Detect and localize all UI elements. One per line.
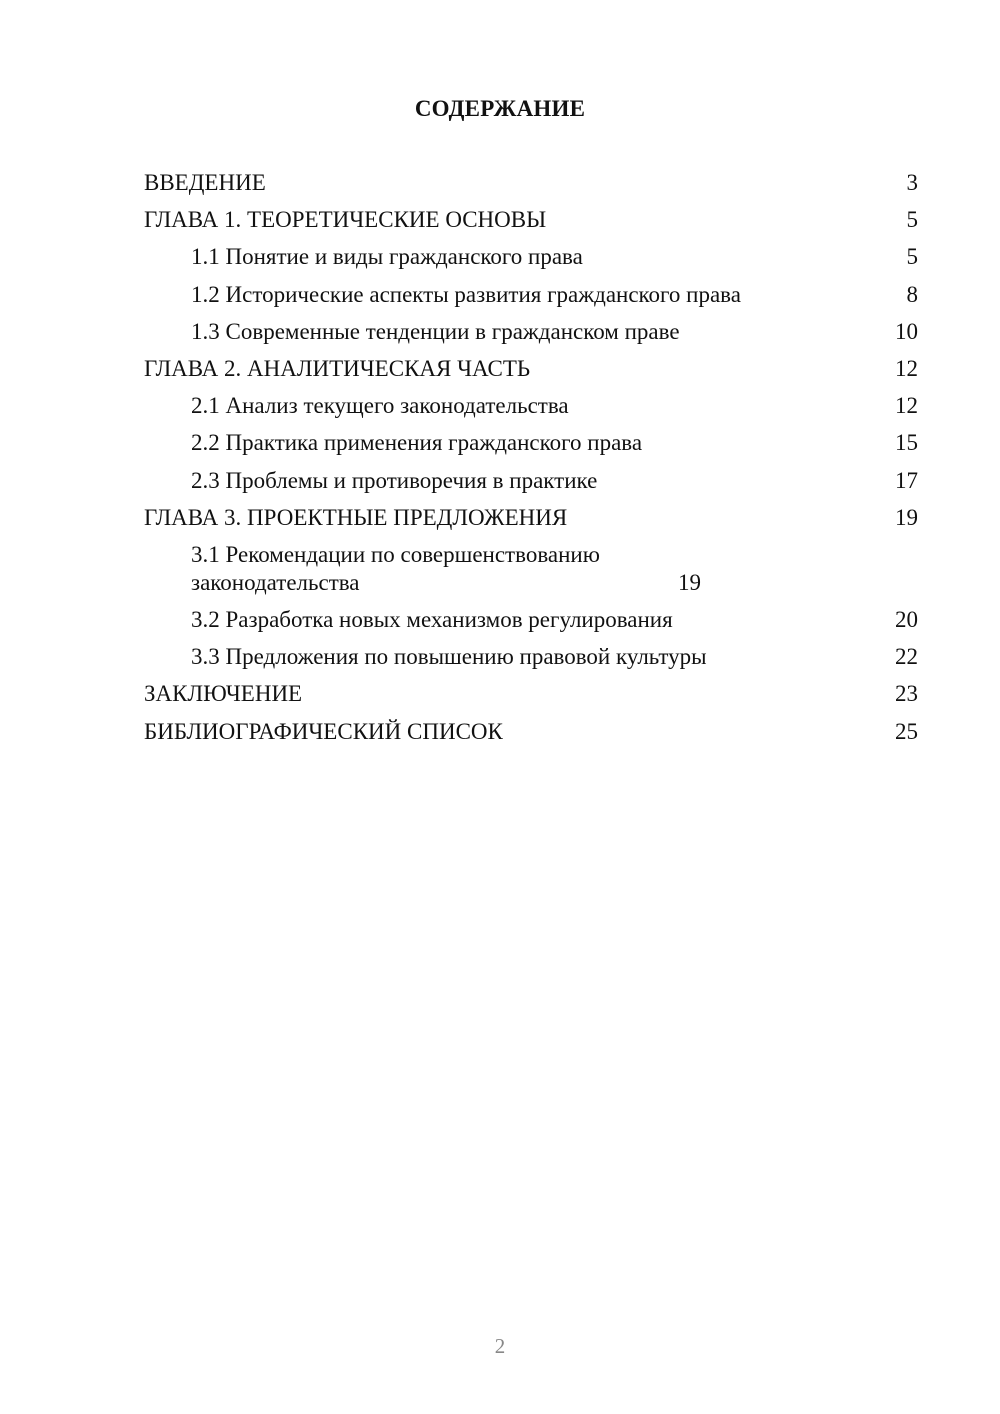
toc-entry-bibliography[interactable] xyxy=(144,718,918,746)
toc-entry-page: 20 xyxy=(895,607,918,633)
toc-entry-label: 3.1 Рекомендации по совершенствованию законодательства xyxy=(191,541,600,595)
toc-entry-label: 3.3 Предложения по повышению правовой культуры xyxy=(191,644,707,670)
toc-entry-section-2-2[interactable] xyxy=(144,429,918,457)
toc-entry-label: ГЛАВА 2. АНАЛИТИЧЕСКАЯ ЧАСТЬ xyxy=(144,355,531,381)
toc-entry-section-1-1[interactable] xyxy=(144,243,918,271)
toc-entry-label: ГЛАВА 3. ПРОЕКТНЫЕ ПРЕДЛОЖЕНИЯ xyxy=(144,504,568,530)
toc-entry-label: 2.2 Практика применения гражданского права xyxy=(191,430,643,456)
toc-entry-page: 15 xyxy=(895,430,918,456)
table-of-contents xyxy=(144,169,918,755)
page-title: СОДЕРЖАНИЕ xyxy=(414,96,586,121)
toc-entry-label: ВВЕДЕНИЕ xyxy=(144,170,266,195)
toc-entry-section-3-3[interactable] xyxy=(144,643,918,671)
toc-entry-section-2-3[interactable] xyxy=(144,467,918,495)
toc-entry-page: 8 xyxy=(906,281,918,307)
toc-entry-page: 17 xyxy=(895,467,918,493)
toc-entry-label: 1.3 Современные тенденции в гражданском праве xyxy=(191,318,680,344)
toc-entry-page: 25 xyxy=(895,718,918,744)
toc-entry-page: 5 xyxy=(906,207,918,233)
toc-entry-chapter-3[interactable] xyxy=(144,504,918,532)
toc-entry-conclusion[interactable] xyxy=(144,680,918,708)
toc-entry-section-3-2[interactable] xyxy=(144,606,918,634)
toc-entry-label: 2.3 Проблемы и противоречия в практике xyxy=(191,467,598,493)
toc-entry-label: БИБЛИОГРАФИЧЕСКИЙ СПИСОК xyxy=(144,718,503,744)
toc-entry-page: 19 xyxy=(678,569,701,595)
toc-entry-label: 1.2 Исторические аспекты развития гражданского права xyxy=(191,281,741,307)
toc-entry-label: 2.1 Анализ текущего законодательства xyxy=(191,393,569,419)
toc-entry-section-2-1[interactable] xyxy=(144,392,918,420)
toc-entry-label: ГЛАВА 1. ТЕОРЕТИЧЕСКИЕ ОСНОВЫ xyxy=(144,207,547,233)
toc-entry-page: 12 xyxy=(895,393,918,419)
toc-entry-section-1-3[interactable] xyxy=(144,318,918,346)
toc-entry-label: ЗАКЛЮЧЕНИЕ xyxy=(144,681,303,707)
page-number: 2 xyxy=(494,1334,506,1358)
toc-entry-section-1-2[interactable] xyxy=(144,281,918,309)
toc-entry-page: 10 xyxy=(895,318,918,344)
toc-entry-page: 3 xyxy=(906,170,918,195)
toc-entry-page: 5 xyxy=(906,244,918,270)
toc-entry-label: 3.2 Разработка новых механизмов регулирования xyxy=(191,607,673,633)
toc-entry-chapter-2[interactable] xyxy=(144,355,918,383)
toc-entry-section-3-1[interactable] xyxy=(144,541,918,597)
toc-entry-introduction[interactable] xyxy=(144,169,918,197)
toc-entry-page: 22 xyxy=(895,644,918,670)
toc-entry-page: 23 xyxy=(895,681,918,707)
toc-entry-label: 1.1 Понятие и виды гражданского права xyxy=(191,244,583,270)
toc-entry-page: 19 xyxy=(895,504,918,530)
toc-entry-chapter-1[interactable] xyxy=(144,206,918,234)
toc-entry-page: 12 xyxy=(895,355,918,381)
